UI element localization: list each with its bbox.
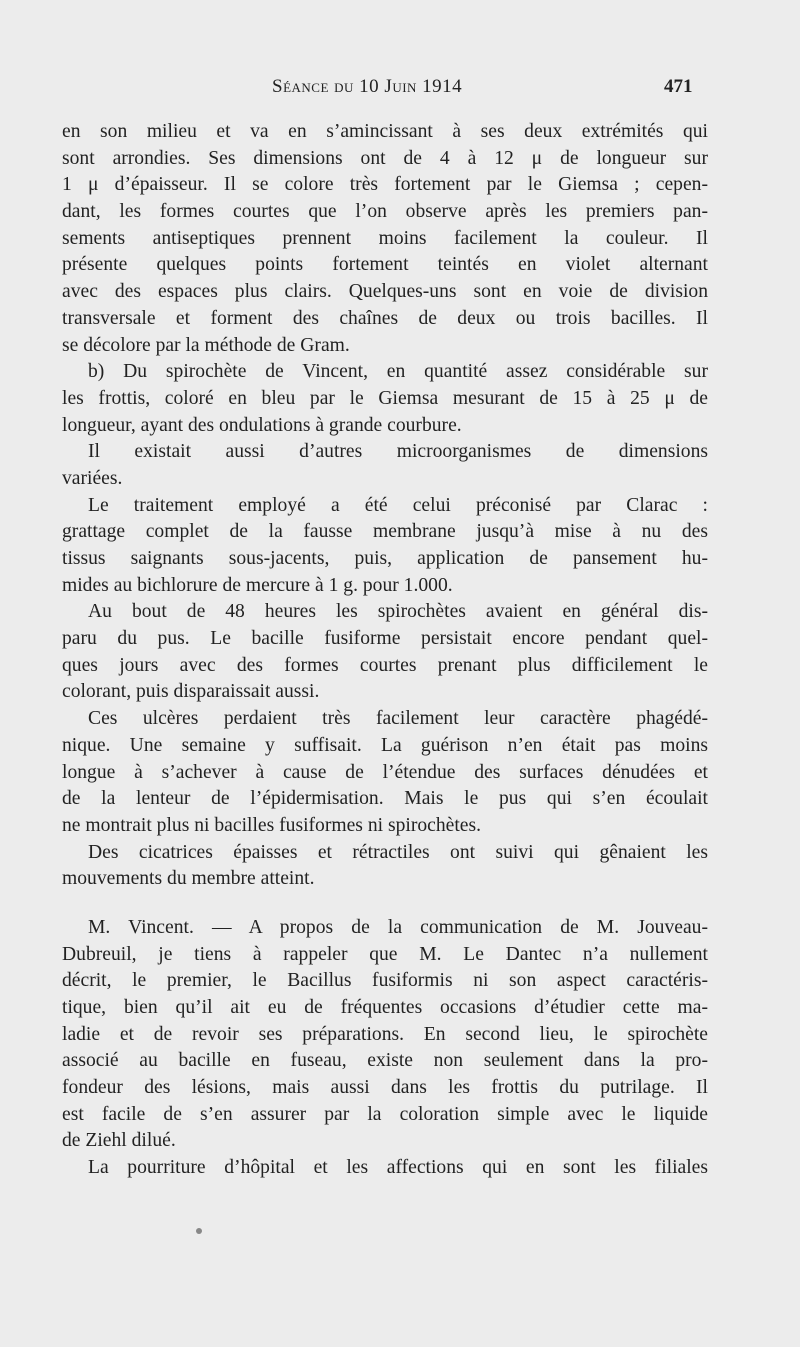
- text-line: associé au bacille en fuseau, existe non seulement dans la pro-: [62, 1050, 708, 1072]
- text-line: M. Vincent. — A propos de la communication de M. Jouveau-: [88, 916, 708, 938]
- running-head: [0, 74, 800, 104]
- text-line: en son milieu et va en s’amincissant à ses deux extrémités qui: [62, 121, 708, 142]
- paragraph-gap: [62, 893, 708, 915]
- text-line: ladie et de revoir ses préparations. En second lieu, le spirochète: [62, 1023, 708, 1045]
- text-line: Des cicatrices épaisses et rétractiles ont suivi qui gênaient les: [88, 841, 708, 863]
- text-line: ne montrait plus ni bacilles fusiformes ni spirochètes.: [62, 814, 481, 836]
- text-line: ques jours avec des formes courtes prenant plus difficilement le: [62, 654, 708, 676]
- body-text: [62, 119, 708, 1182]
- text-line: fondeur des lésions, mais aussi dans les frottis du putrilage. Il: [62, 1077, 708, 1099]
- text-line: Au bout de 48 heures les spirochètes avaient en général dis-: [88, 601, 708, 623]
- text-line: Le traitement employé a été celui préconisé par Clarac :: [88, 494, 708, 516]
- text-line: les frottis, coloré en bleu par le Giemsa mesurant de 15 à 25 μ de: [62, 387, 708, 409]
- text-line: Il existait aussi d’autres microorganismes de dimensions: [88, 441, 708, 463]
- text-line: grattage complet de la fausse membrane jusqu’à mise à nu des: [62, 521, 708, 543]
- text-line: b) Du spirochète de Vincent, en quantité assez considérable sur: [88, 361, 708, 383]
- text-line: longue à s’achever à cause de l’étendue des surfaces dénudées et: [62, 761, 708, 783]
- page-number: 471: [664, 76, 693, 97]
- running-title: Séance du 10 Juin 1914: [272, 76, 463, 97]
- text-line: 1 μ d’épaisseur. Il se colore très fortement par le Giemsa ; cepen-: [62, 174, 708, 196]
- text-line: Dubreuil, je tiens à rappeler que M. Le Dantec n’a nullement: [62, 943, 708, 965]
- text-line: se décolore par la méthode de Gram.: [62, 334, 350, 356]
- text-line: dant, les formes courtes que l’on observe après les premiers pan-: [62, 201, 708, 223]
- text-line: présente quelques points fortement teintés en violet alternant: [62, 254, 708, 276]
- text-line: Ces ulcères perdaient très facilement leur caractère phagédé-: [88, 708, 708, 730]
- text-line: sont arrondies. Ses dimensions ont de 4 à 12 μ de longueur sur: [62, 147, 708, 169]
- text-line: avec des espaces plus clairs. Quelques-uns sont en voie de division: [62, 281, 708, 303]
- text-line: colorant, puis disparaissait aussi.: [62, 681, 320, 703]
- text-line: variées.: [62, 467, 123, 489]
- text-line: tique, bien qu’il ait eu de fréquentes occasions d’étudier cette ma-: [62, 997, 708, 1018]
- text-line: nique. Une semaine y suffisait. La guérison n’en était pas moins: [62, 734, 708, 756]
- text-line: mouvements du membre atteint.: [62, 868, 315, 890]
- text-line: décrit, le premier, le Bacillus fusiformis ni son aspect caractéris-: [62, 970, 708, 992]
- text-line: de Ziehl dilué.: [62, 1130, 176, 1152]
- text-line: transversale et forment des chaînes de deux ou trois bacilles. Il: [62, 307, 708, 329]
- text-line: est facile de s’en assurer par la coloration simple avec le liquide: [62, 1103, 708, 1125]
- text-line: de la lenteur de l’épidermisation. Mais le pus qui s’en écoulait: [62, 788, 708, 810]
- text-line: tissus saignants sous-jacents, puis, application de pansement hu-: [62, 548, 708, 569]
- text-line: paru du pus. Le bacille fusiforme persistait encore pendant quel-: [62, 628, 708, 650]
- text-line: mides au bichlorure de mercure à 1 g. pour 1.000.: [62, 574, 453, 596]
- ink-speck: [196, 1228, 202, 1234]
- text-line: La pourriture d’hôpital et les affections qui en sont les filiales: [88, 1157, 708, 1179]
- text-line: sements antiseptiques prennent moins facilement la couleur. Il: [62, 227, 708, 249]
- text-line: longueur, ayant des ondulations à grande courbure.: [62, 414, 462, 436]
